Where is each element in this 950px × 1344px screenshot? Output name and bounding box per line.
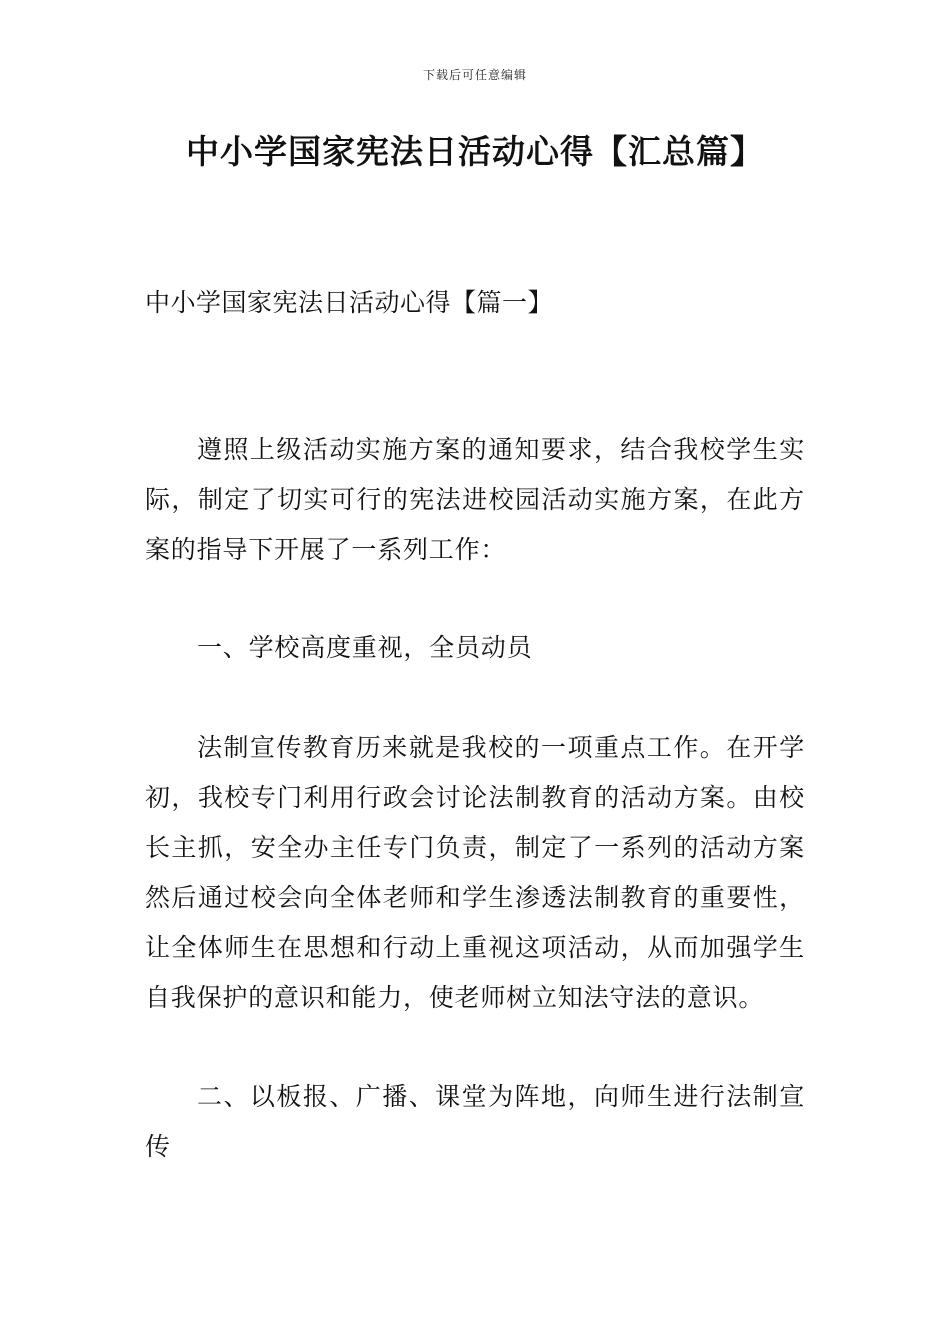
paragraph-point-two-heading: 二、以板报、广播、课堂为阵地，向师生进行法制宣传 — [145, 1082, 805, 1161]
paragraph-point-one-body: 法制宣传教育历来就是我校的一项重点工作。在开学初，我校专门利用行政会讨论法制教育的活动方案。由校长主抓，安全办主任专门负责，制定了一系列的活动方案然后通过校会向全体老师和学生渗透法制教育的重要性，让全体师生在思想和行动上重视这项活动，从而加强学生自我保护的意识和能力，使老师树立知法守法的意识。 — [145, 733, 805, 1012]
paragraph-intro: 遵照上级活动实施方案的通知要求，结合我校学生实际，制定了切实可行的宪法进校园活动实施方案，在此方案的指导下开展了一系列工作： — [145, 435, 805, 564]
header-note: 下载后可任意编辑 — [422, 68, 527, 82]
paragraph-point-one-heading: 一、学校高度重视，全员动员 — [197, 633, 533, 662]
section-heading: 中小学国家宪法日活动心得【篇一】 — [145, 288, 554, 317]
document-title: 中小学国家宪法日活动心得【汇总篇】 — [186, 132, 764, 171]
